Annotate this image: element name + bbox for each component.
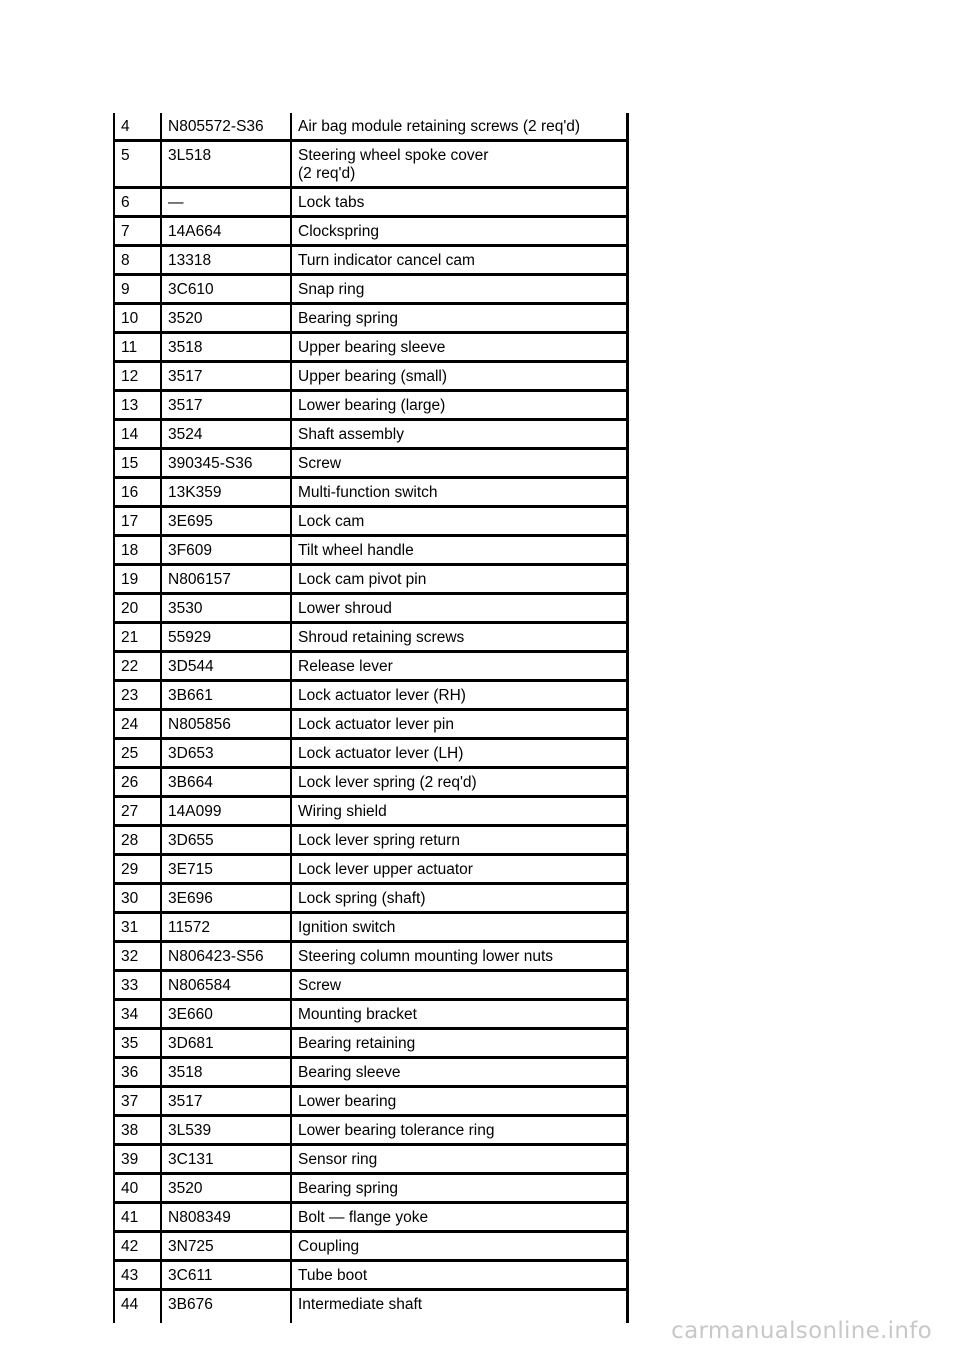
table-row bbox=[114, 188, 627, 217]
description-cell: Bolt — flange yoke bbox=[291, 1203, 627, 1232]
part-number-cell: 3518 bbox=[161, 333, 291, 362]
table-row bbox=[114, 681, 627, 710]
table-row bbox=[114, 1290, 627, 1324]
part-number-cell: 14A664 bbox=[161, 217, 291, 246]
part-number-cell: 13318 bbox=[161, 246, 291, 275]
table-row bbox=[114, 113, 627, 141]
part-number-cell: 3C611 bbox=[161, 1261, 291, 1290]
description-cell: Release lever bbox=[291, 652, 627, 681]
item-number-cell: 17 bbox=[114, 507, 161, 536]
item-number-cell: 25 bbox=[114, 739, 161, 768]
item-number-cell: 30 bbox=[114, 884, 161, 913]
table-row bbox=[114, 1232, 627, 1261]
description-cell: Clockspring bbox=[291, 217, 627, 246]
table-row bbox=[114, 710, 627, 739]
table-row bbox=[114, 362, 627, 391]
table-row bbox=[114, 797, 627, 826]
item-number-cell: 10 bbox=[114, 304, 161, 333]
item-number-cell: 5 bbox=[114, 141, 161, 188]
part-number-cell: 3C131 bbox=[161, 1145, 291, 1174]
item-number-cell: 13 bbox=[114, 391, 161, 420]
item-number-cell: 33 bbox=[114, 971, 161, 1000]
table-row bbox=[114, 855, 627, 884]
part-number-cell: 3520 bbox=[161, 1174, 291, 1203]
table-row bbox=[114, 1203, 627, 1232]
item-number-cell: 27 bbox=[114, 797, 161, 826]
part-number-cell: 13K359 bbox=[161, 478, 291, 507]
item-number-cell: 22 bbox=[114, 652, 161, 681]
part-number-cell: 3L518 bbox=[161, 141, 291, 188]
description-cell: Ignition switch bbox=[291, 913, 627, 942]
item-number-cell: 42 bbox=[114, 1232, 161, 1261]
description-cell: Bearing retaining bbox=[291, 1029, 627, 1058]
part-number-cell: 3D655 bbox=[161, 826, 291, 855]
item-number-cell: 38 bbox=[114, 1116, 161, 1145]
item-number-cell: 7 bbox=[114, 217, 161, 246]
part-number-cell: 3L539 bbox=[161, 1116, 291, 1145]
part-number-cell: 3D681 bbox=[161, 1029, 291, 1058]
part-number-cell: 390345-S36 bbox=[161, 449, 291, 478]
part-number-cell: 55929 bbox=[161, 623, 291, 652]
table-row bbox=[114, 971, 627, 1000]
part-number-cell: 3C610 bbox=[161, 275, 291, 304]
description-cell: Lock spring (shaft) bbox=[291, 884, 627, 913]
item-number-cell: 9 bbox=[114, 275, 161, 304]
item-number-cell: 34 bbox=[114, 1000, 161, 1029]
part-number-cell: 14A099 bbox=[161, 797, 291, 826]
table-row bbox=[114, 1174, 627, 1203]
table-row bbox=[114, 246, 627, 275]
description-cell: Lower bearing bbox=[291, 1087, 627, 1116]
description-cell: Upper bearing (small) bbox=[291, 362, 627, 391]
table-row bbox=[114, 449, 627, 478]
item-number-cell: 37 bbox=[114, 1087, 161, 1116]
part-number-cell: 3517 bbox=[161, 391, 291, 420]
table-row bbox=[114, 594, 627, 623]
part-number-cell: 3517 bbox=[161, 362, 291, 391]
description-cell: Lock cam pivot pin bbox=[291, 565, 627, 594]
item-number-cell: 16 bbox=[114, 478, 161, 507]
parts-table-body bbox=[114, 113, 627, 1323]
parts-table bbox=[113, 113, 629, 1323]
part-number-cell: 3E696 bbox=[161, 884, 291, 913]
description-cell: Lock actuator lever pin bbox=[291, 710, 627, 739]
table-row bbox=[114, 536, 627, 565]
table-row bbox=[114, 739, 627, 768]
part-number-cell: 3B661 bbox=[161, 681, 291, 710]
item-number-cell: 21 bbox=[114, 623, 161, 652]
description-cell: Mounting bracket bbox=[291, 1000, 627, 1029]
item-number-cell: 19 bbox=[114, 565, 161, 594]
description-cell: Snap ring bbox=[291, 275, 627, 304]
table-row bbox=[114, 623, 627, 652]
table-row bbox=[114, 1116, 627, 1145]
part-number-cell: 3B676 bbox=[161, 1290, 291, 1324]
item-number-cell: 4 bbox=[114, 113, 161, 141]
item-number-cell: 18 bbox=[114, 536, 161, 565]
table-row bbox=[114, 1029, 627, 1058]
part-number-cell: 11572 bbox=[161, 913, 291, 942]
part-number-cell: N808349 bbox=[161, 1203, 291, 1232]
part-number-cell: N806157 bbox=[161, 565, 291, 594]
description-cell: Lock tabs bbox=[291, 188, 627, 217]
description-cell: Steering column mounting lower nuts bbox=[291, 942, 627, 971]
description-cell: Lower shroud bbox=[291, 594, 627, 623]
description-cell: Shroud retaining screws bbox=[291, 623, 627, 652]
item-number-cell: 39 bbox=[114, 1145, 161, 1174]
table-row bbox=[114, 1145, 627, 1174]
table-row bbox=[114, 1000, 627, 1029]
table-row bbox=[114, 768, 627, 797]
watermark: carmanualsonline.info bbox=[671, 1318, 932, 1344]
table-row bbox=[114, 217, 627, 246]
table-row bbox=[114, 1058, 627, 1087]
item-number-cell: 41 bbox=[114, 1203, 161, 1232]
item-number-cell: 8 bbox=[114, 246, 161, 275]
part-number-cell: 3B664 bbox=[161, 768, 291, 797]
part-number-cell: 3E695 bbox=[161, 507, 291, 536]
description-cell: Wiring shield bbox=[291, 797, 627, 826]
item-number-cell: 32 bbox=[114, 942, 161, 971]
part-number-cell: N805572-S36 bbox=[161, 113, 291, 141]
part-number-cell: 3N725 bbox=[161, 1232, 291, 1261]
description-cell: Lock lever upper actuator bbox=[291, 855, 627, 884]
item-number-cell: 31 bbox=[114, 913, 161, 942]
description-cell: Bearing sleeve bbox=[291, 1058, 627, 1087]
item-number-cell: 40 bbox=[114, 1174, 161, 1203]
part-number-cell: N805856 bbox=[161, 710, 291, 739]
description-cell: Bearing spring bbox=[291, 304, 627, 333]
item-number-cell: 20 bbox=[114, 594, 161, 623]
item-number-cell: 11 bbox=[114, 333, 161, 362]
part-number-cell: 3517 bbox=[161, 1087, 291, 1116]
description-cell: Lock cam bbox=[291, 507, 627, 536]
description-cell: Shaft assembly bbox=[291, 420, 627, 449]
table-row bbox=[114, 942, 627, 971]
description-cell: Lower bearing tolerance ring bbox=[291, 1116, 627, 1145]
part-number-cell: 3E715 bbox=[161, 855, 291, 884]
table-row bbox=[114, 141, 627, 188]
item-number-cell: 29 bbox=[114, 855, 161, 884]
part-number-cell: 3D653 bbox=[161, 739, 291, 768]
description-cell: Lock lever spring return bbox=[291, 826, 627, 855]
part-number-cell: N806423-S56 bbox=[161, 942, 291, 971]
table-row bbox=[114, 565, 627, 594]
table-row bbox=[114, 304, 627, 333]
item-number-cell: 28 bbox=[114, 826, 161, 855]
description-cell: Lock lever spring (2 req'd) bbox=[291, 768, 627, 797]
item-number-cell: 23 bbox=[114, 681, 161, 710]
table-row bbox=[114, 1261, 627, 1290]
item-number-cell: 14 bbox=[114, 420, 161, 449]
table-row bbox=[114, 826, 627, 855]
description-cell: Intermediate shaft bbox=[291, 1290, 627, 1324]
item-number-cell: 26 bbox=[114, 768, 161, 797]
part-number-cell: 3524 bbox=[161, 420, 291, 449]
part-number-cell: 3D544 bbox=[161, 652, 291, 681]
table-row bbox=[114, 333, 627, 362]
table-row bbox=[114, 913, 627, 942]
item-number-cell: 43 bbox=[114, 1261, 161, 1290]
item-number-cell: 35 bbox=[114, 1029, 161, 1058]
part-number-cell: N806584 bbox=[161, 971, 291, 1000]
table-row bbox=[114, 420, 627, 449]
item-number-cell: 12 bbox=[114, 362, 161, 391]
description-cell: Screw bbox=[291, 971, 627, 1000]
part-number-cell: 3530 bbox=[161, 594, 291, 623]
description-cell: Air bag module retaining screws (2 req'd) bbox=[291, 113, 627, 141]
description-cell: Turn indicator cancel cam bbox=[291, 246, 627, 275]
item-number-cell: 6 bbox=[114, 188, 161, 217]
description-cell: Sensor ring bbox=[291, 1145, 627, 1174]
description-cell: Steering wheel spoke cover (2 req'd) bbox=[291, 141, 627, 188]
description-cell: Lock actuator lever (RH) bbox=[291, 681, 627, 710]
part-number-cell: 3518 bbox=[161, 1058, 291, 1087]
description-cell: Multi-function switch bbox=[291, 478, 627, 507]
item-number-cell: 15 bbox=[114, 449, 161, 478]
description-cell: Coupling bbox=[291, 1232, 627, 1261]
table-row bbox=[114, 478, 627, 507]
table-row bbox=[114, 884, 627, 913]
description-cell: Lock actuator lever (LH) bbox=[291, 739, 627, 768]
table-row bbox=[114, 391, 627, 420]
table-row bbox=[114, 1087, 627, 1116]
description-cell: Tilt wheel handle bbox=[291, 536, 627, 565]
item-number-cell: 36 bbox=[114, 1058, 161, 1087]
part-number-cell: 3F609 bbox=[161, 536, 291, 565]
description-cell: Lower bearing (large) bbox=[291, 391, 627, 420]
table-row bbox=[114, 507, 627, 536]
table-row bbox=[114, 275, 627, 304]
part-number-cell: — bbox=[161, 188, 291, 217]
item-number-cell: 24 bbox=[114, 710, 161, 739]
table-row bbox=[114, 652, 627, 681]
description-cell: Bearing spring bbox=[291, 1174, 627, 1203]
description-cell: Tube boot bbox=[291, 1261, 627, 1290]
part-number-cell: 3520 bbox=[161, 304, 291, 333]
description-cell: Screw bbox=[291, 449, 627, 478]
item-number-cell: 44 bbox=[114, 1290, 161, 1324]
part-number-cell: 3E660 bbox=[161, 1000, 291, 1029]
description-cell: Upper bearing sleeve bbox=[291, 333, 627, 362]
